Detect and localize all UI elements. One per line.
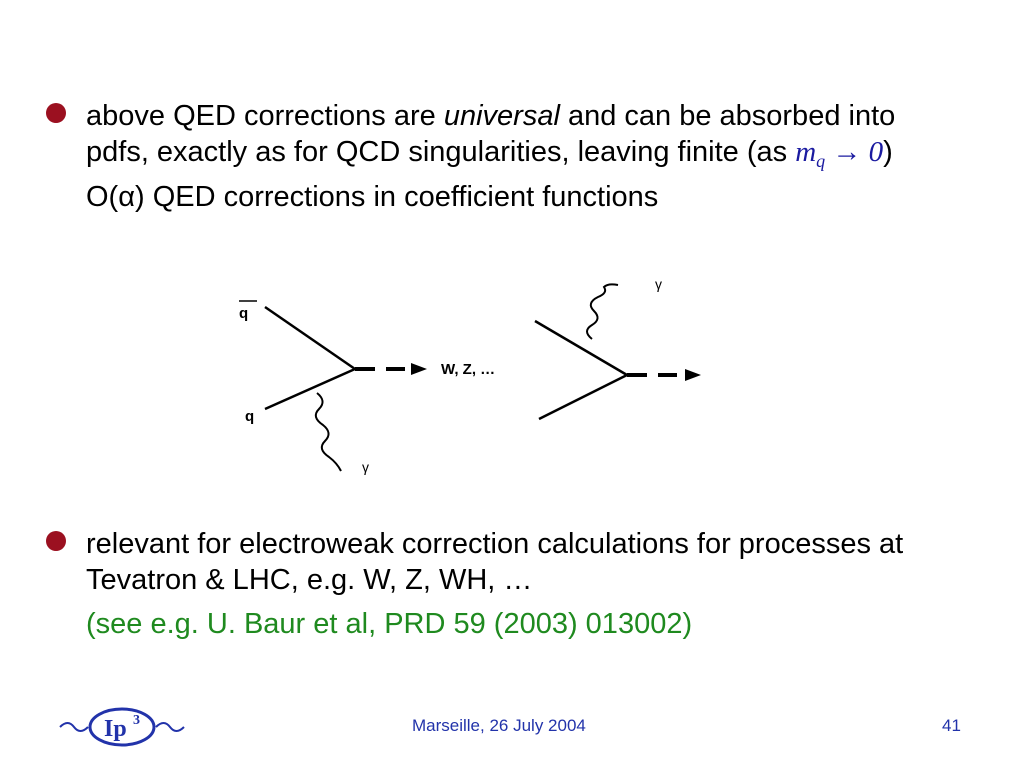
photon-label-right: γ (655, 276, 662, 292)
bullet-1-text-before: above QED corrections are (86, 100, 444, 132)
photon-wavy-line-right (587, 284, 618, 339)
ip3-logo (58, 704, 188, 750)
svg-text:3: 3 (133, 713, 140, 728)
photon-wavy-line-left (316, 393, 341, 471)
upper-fermion-line (535, 321, 627, 375)
page-number: 41 (942, 716, 961, 735)
math-variable: m (795, 136, 817, 168)
footer-center-text: Marseille, 26 July 2004 (412, 716, 586, 735)
quark-label: q (245, 408, 255, 425)
math-arrow: → 0 (825, 136, 884, 168)
feynman-diagrams (225, 265, 725, 485)
feynman-diagram-left (239, 301, 495, 475)
bullet-1-text-middle: and can be absorbed into pdfs, exactly as for QCD singularities, leaving finite (as (86, 100, 896, 168)
math-subscript: q (816, 151, 826, 171)
bullet-1-text-after: ) O(α) QED corrections in coefficient functions (86, 136, 893, 213)
boson-arrow (411, 363, 427, 375)
bullet-marker-1 (46, 103, 66, 123)
bullet-1-emphasis: universal (443, 100, 560, 132)
bullet-marker-2 (46, 531, 66, 551)
boson-arrow-right (685, 369, 701, 381)
boson-label: W, Z, … (441, 361, 496, 378)
bullet-text-1 (86, 98, 916, 215)
quark-line (265, 369, 355, 409)
antiquark-label: q (239, 305, 249, 322)
svg-text:Ip: Ip (104, 716, 127, 742)
antiquark-line (265, 307, 355, 369)
photon-label-left: γ (362, 459, 369, 475)
feynman-diagram-right (535, 276, 701, 419)
lower-fermion-line (539, 375, 627, 419)
math-expression (795, 136, 884, 171)
bullet-text-2: relevant for electroweak correction calculations for processes at Tevatron & LHC, e.g. W, Z, WH, … (86, 528, 904, 596)
citation: (see e.g. U. Baur et al, PRD 59 (2003) 013002) (86, 608, 693, 640)
